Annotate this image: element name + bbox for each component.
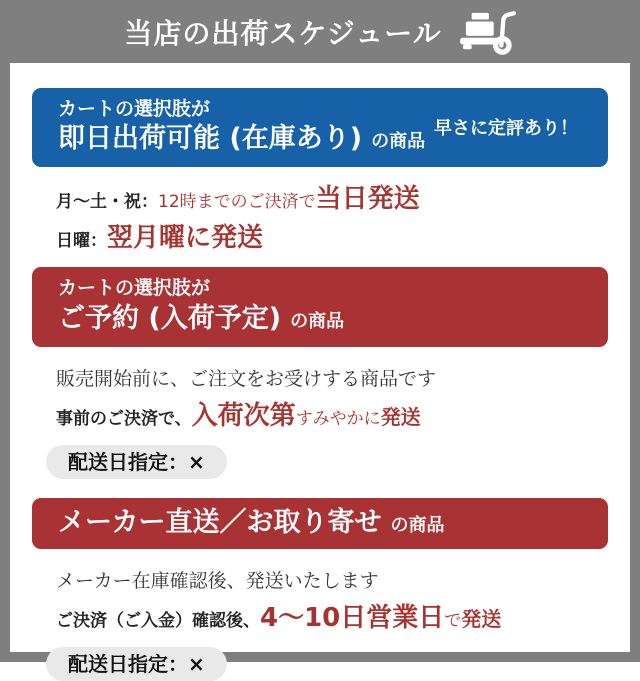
direct-condition-label: ご決済（ご入金）確認後、 bbox=[56, 610, 260, 631]
banner-direct-bigline bbox=[58, 505, 444, 540]
banner-instock-big: 即日出荷可能 (在庫あり) bbox=[58, 123, 363, 155]
reserve-line-description bbox=[56, 361, 610, 398]
hand-truck-icon bbox=[458, 9, 516, 55]
reserve-delivery-date-badge: 配送日指定：× bbox=[46, 445, 227, 479]
instock-weekday-label: 月～土・祝： bbox=[56, 192, 158, 213]
reserve-pill-row bbox=[46, 445, 630, 479]
reserve-result-big: 入荷次第 bbox=[191, 400, 296, 431]
banner-instock-text bbox=[58, 97, 425, 156]
reserve-line-shipping bbox=[56, 398, 610, 437]
banner-reserve bbox=[32, 267, 608, 346]
reserve-condition-label: 事前のご決済で、 bbox=[56, 408, 192, 429]
banner-instock-bigline bbox=[58, 121, 425, 156]
reserve-result-ship: 発送 bbox=[380, 404, 421, 429]
instock-weekday-condition: 12時までのご決済で bbox=[158, 192, 316, 213]
header bbox=[0, 0, 640, 63]
reserve-description: 販売開始前に、ご注文をお受けする商品です bbox=[56, 367, 437, 390]
instock-details bbox=[56, 181, 610, 259]
direct-details bbox=[56, 563, 610, 639]
page-title: 当店の出荷スケジュール bbox=[124, 16, 442, 50]
direct-description: メーカー在庫確認後、発送いたします bbox=[56, 569, 379, 592]
instock-sunday-result: 翌月曜に発送 bbox=[107, 223, 264, 254]
banner-instock-intro: カートの選択肢が bbox=[58, 98, 211, 120]
banner-instock bbox=[32, 88, 608, 167]
instock-line-weekday bbox=[56, 181, 610, 220]
banner-reserve-suffix: の商品 bbox=[290, 310, 345, 332]
direct-result-mid: で bbox=[444, 610, 462, 631]
direct-line-description bbox=[56, 563, 610, 600]
banner-direct-big: メーカー直送／お取り寄せ bbox=[58, 506, 382, 538]
banner-direct-suffix: の商品 bbox=[390, 514, 445, 536]
banner-direct bbox=[32, 498, 608, 549]
banner-reserve-text bbox=[58, 276, 344, 335]
direct-result-ship: 発送 bbox=[461, 606, 502, 631]
direct-pill-row bbox=[46, 647, 630, 681]
instock-sunday-label: 日曜： bbox=[56, 231, 107, 252]
banner-reserve-big: ご予約 (入荷予定) bbox=[58, 302, 282, 334]
banner-reserve-bigline bbox=[58, 301, 344, 336]
instock-line-sunday bbox=[56, 220, 610, 259]
reserve-result-mid: すみやかに bbox=[295, 408, 381, 429]
direct-line-shipping bbox=[56, 600, 610, 639]
direct-delivery-date-badge: 配送日指定：× bbox=[46, 647, 227, 681]
banner-instock-tagline: 早さに定評あり！ bbox=[434, 117, 578, 139]
reserve-details bbox=[56, 361, 610, 437]
banner-reserve-intro: カートの選択肢が bbox=[58, 277, 211, 300]
content-panel bbox=[10, 63, 630, 676]
banner-instock-suffix: の商品 bbox=[371, 131, 426, 153]
direct-result-big: 4～10日営業日 bbox=[260, 602, 445, 633]
instock-weekday-result: 当日発送 bbox=[315, 184, 420, 215]
